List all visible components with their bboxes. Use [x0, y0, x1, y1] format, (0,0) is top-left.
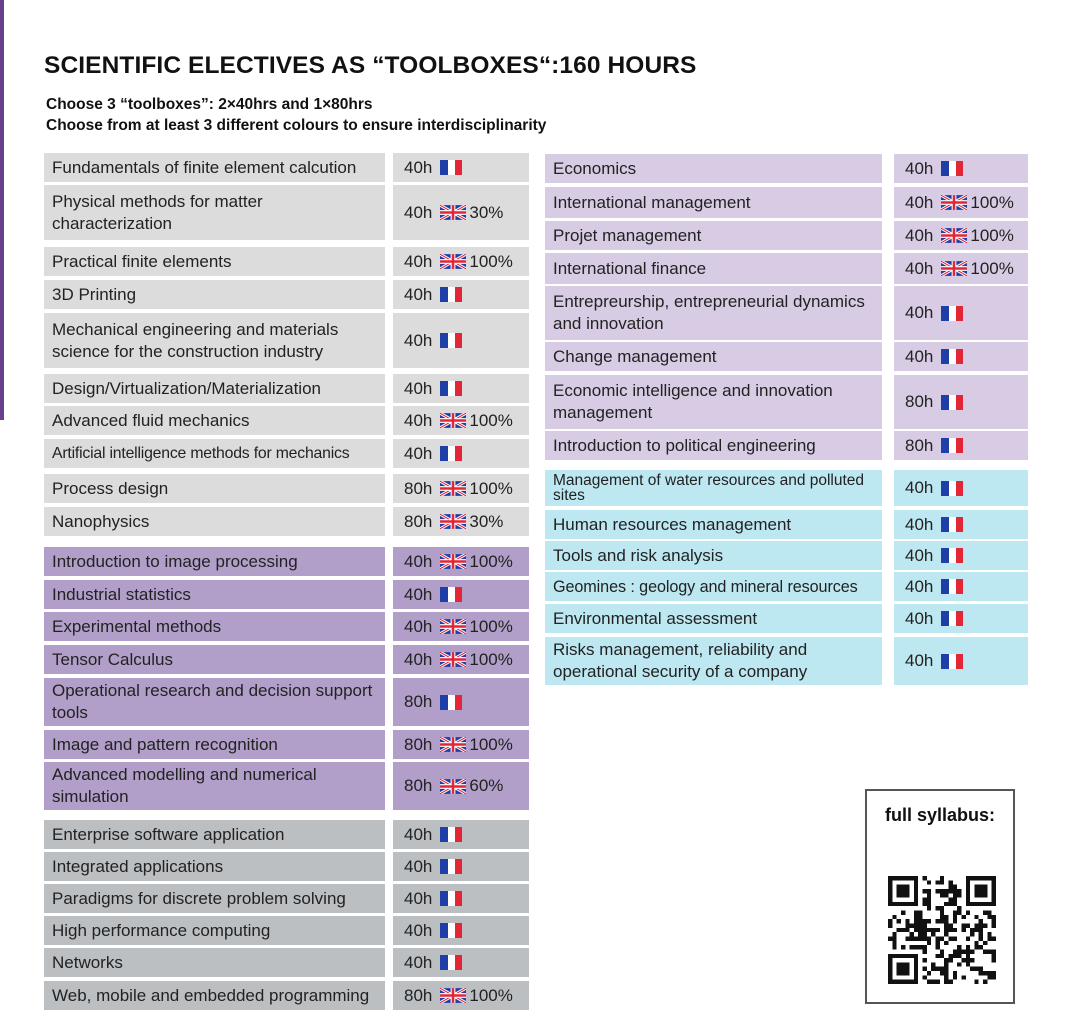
course-hours-cell	[894, 286, 1028, 340]
course-hours: 40h	[404, 584, 433, 604]
course-hours: 80h	[404, 985, 433, 1005]
french-flag-icon	[941, 611, 963, 626]
english-percentage: 100%	[469, 410, 513, 430]
course-name: Nanophysics	[44, 507, 385, 536]
course-hours: 80h	[905, 435, 934, 455]
course-name: Introduction to image processing	[44, 547, 385, 576]
course-hours: 40h	[905, 608, 934, 628]
french-flag-icon	[941, 306, 963, 321]
course-name: Networks	[44, 948, 385, 977]
course-hours: 40h	[404, 378, 433, 398]
english-percentage: 100%	[469, 478, 513, 498]
course-name: Change management	[545, 342, 882, 371]
course-hours: 80h	[905, 392, 934, 411]
course-name: Process design	[44, 474, 385, 503]
course-hours: 40h	[404, 824, 433, 844]
course-name: Operational research and decision support tools	[44, 678, 385, 726]
course-hours-cell	[894, 637, 1028, 685]
french-flag-icon	[440, 287, 462, 302]
course-hours-cell	[393, 948, 529, 977]
french-flag-icon	[941, 654, 963, 669]
course-hours-cell	[393, 374, 529, 403]
course-hours: 80h	[404, 734, 433, 754]
course-hours: 40h	[905, 258, 934, 278]
course-hours: 40h	[404, 649, 433, 669]
french-flag-icon	[440, 891, 462, 906]
english-percentage: 30%	[469, 202, 504, 222]
course-name: Introduction to political engineering	[545, 431, 882, 460]
french-flag-icon	[941, 161, 963, 176]
course-hours-cell	[894, 470, 1028, 506]
course-hours-cell	[393, 678, 529, 726]
course-hours-cell	[393, 852, 529, 881]
french-flag-icon	[941, 438, 963, 453]
course-hours: 80h	[404, 692, 433, 711]
course-name: Physical methods for matter characterization	[44, 185, 385, 240]
uk-flag-icon	[440, 988, 466, 1003]
course-hours: 80h	[404, 776, 433, 795]
course-name: Management of water resources and polluted sites	[545, 470, 882, 506]
uk-flag-icon	[440, 619, 466, 634]
uk-flag-icon	[440, 652, 466, 667]
course-hours: 40h	[905, 158, 934, 178]
french-flag-icon	[941, 548, 963, 563]
course-hours-cell	[393, 547, 529, 576]
course-hours: 40h	[404, 202, 433, 222]
course-hours-cell	[894, 375, 1028, 429]
course-hours: 40h	[905, 303, 934, 322]
french-flag-icon	[941, 579, 963, 594]
course-name: Risks management, reliability and operational security of a company	[545, 637, 882, 685]
course-hours-cell	[894, 342, 1028, 371]
french-flag-icon	[440, 587, 462, 602]
course-hours: 40h	[905, 651, 934, 670]
french-flag-icon	[440, 695, 462, 710]
course-hours: 80h	[404, 478, 433, 498]
course-hours: 40h	[905, 346, 934, 366]
course-hours: 40h	[905, 514, 934, 534]
uk-flag-icon	[440, 554, 466, 569]
course-hours-cell	[393, 645, 529, 674]
french-flag-icon	[440, 160, 462, 175]
course-hours-cell	[894, 187, 1028, 218]
french-flag-icon	[941, 395, 963, 410]
course-name: Tensor Calculus	[44, 645, 385, 674]
syllabus-qr-panel	[865, 789, 1015, 1004]
course-name: Industrial statistics	[44, 580, 385, 609]
english-percentage: 100%	[469, 649, 513, 669]
course-hours-cell	[894, 541, 1028, 570]
course-name: 3D Printing	[44, 280, 385, 309]
course-hours-cell	[393, 507, 529, 536]
english-percentage: 60%	[469, 776, 504, 795]
course-hours-cell	[393, 439, 529, 468]
course-hours-cell	[393, 981, 529, 1010]
course-name: Projet management	[545, 221, 882, 250]
course-name: International finance	[545, 253, 882, 284]
course-name: Paradigms for discrete problem solving	[44, 884, 385, 913]
french-flag-icon	[440, 859, 462, 874]
course-name: Environmental assessment	[545, 604, 882, 633]
french-flag-icon	[440, 955, 462, 970]
english-percentage: 100%	[970, 192, 1014, 212]
course-name: Artificial intelligence methods for mechanics	[44, 439, 385, 468]
course-hours-cell	[894, 253, 1028, 284]
course-hours-cell	[393, 313, 529, 368]
course-name: Entrepreurship, entrepreneurial dynamics and innovation	[545, 286, 882, 340]
course-name: Human resources management	[545, 510, 882, 539]
english-percentage: 100%	[469, 985, 513, 1005]
french-flag-icon	[440, 827, 462, 842]
course-hours-cell	[393, 406, 529, 435]
french-flag-icon	[941, 349, 963, 364]
subtitle-choose-toolboxes: Choose 3 “toolboxes”: 2×40hrs and 1×80hrs	[46, 96, 373, 113]
course-name: Design/Virtualization/Materialization	[44, 374, 385, 403]
qr-label: full syllabus:	[884, 805, 996, 825]
english-percentage: 100%	[469, 251, 513, 271]
uk-flag-icon	[440, 481, 466, 496]
course-hours-cell	[894, 431, 1028, 460]
course-name: Economics	[545, 154, 882, 183]
course-name: Economic intelligence and innovation management	[545, 375, 882, 429]
uk-flag-icon	[440, 779, 466, 794]
course-hours-cell	[393, 916, 529, 945]
course-hours: 40h	[404, 157, 433, 177]
french-flag-icon	[941, 481, 963, 496]
uk-flag-icon	[941, 228, 967, 243]
course-hours: 40h	[905, 225, 934, 245]
course-hours-cell	[393, 153, 529, 182]
course-hours: 40h	[404, 616, 433, 636]
page-title: SCIENTIFIC ELECTIVES AS “TOOLBOXES“:160 HOURS	[44, 52, 697, 79]
course-hours: 80h	[404, 511, 433, 531]
course-hours-cell	[894, 604, 1028, 633]
course-name: Mechanical engineering and materials science for the construction industry	[44, 313, 385, 368]
english-percentage: 30%	[469, 511, 504, 531]
english-percentage: 100%	[970, 225, 1014, 245]
course-name: Experimental methods	[44, 612, 385, 641]
course-hours: 40h	[404, 251, 433, 271]
french-flag-icon	[941, 517, 963, 532]
course-name: Fundamentals of finite element calcution	[44, 153, 385, 182]
course-hours: 40h	[404, 888, 433, 908]
french-flag-icon	[440, 381, 462, 396]
course-hours: 40h	[905, 478, 934, 497]
course-name: Integrated applications	[44, 852, 385, 881]
course-hours: 40h	[404, 551, 433, 571]
course-name: Advanced fluid mechanics	[44, 406, 385, 435]
course-hours-cell	[393, 474, 529, 503]
uk-flag-icon	[440, 254, 466, 269]
course-hours-cell	[393, 280, 529, 309]
course-hours: 40h	[404, 856, 433, 876]
course-hours-cell	[894, 510, 1028, 539]
uk-flag-icon	[941, 195, 967, 210]
course-name: High performance computing	[44, 916, 385, 945]
english-percentage: 100%	[469, 551, 513, 571]
course-hours-cell	[894, 221, 1028, 250]
course-hours-cell	[393, 247, 529, 276]
english-percentage: 100%	[469, 616, 513, 636]
subtitle-interdisciplinarity: Choose from at least 3 different colours to ensure interdisciplinarity	[46, 117, 547, 134]
course-hours: 40h	[404, 284, 433, 304]
course-hours: 40h	[404, 410, 433, 430]
english-percentage: 100%	[469, 734, 513, 754]
course-hours: 40h	[905, 192, 934, 212]
course-hours: 40h	[905, 545, 934, 565]
uk-flag-icon	[440, 514, 466, 529]
course-hours: 40h	[404, 920, 433, 940]
course-name: Image and pattern recognition	[44, 730, 385, 759]
qr-code-icon[interactable]	[888, 876, 996, 984]
french-flag-icon	[440, 333, 462, 348]
course-hours-cell	[393, 612, 529, 641]
course-name: Geomines : geology and mineral resources	[545, 572, 882, 601]
course-hours-cell	[393, 820, 529, 849]
course-name: Web, mobile and embedded programming	[44, 981, 385, 1010]
course-hours: 40h	[404, 330, 433, 350]
course-hours: 40h	[905, 576, 934, 596]
course-hours-cell	[393, 884, 529, 913]
course-name: Tools and risk analysis	[545, 541, 882, 570]
course-hours-cell	[393, 580, 529, 609]
uk-flag-icon	[941, 261, 967, 276]
uk-flag-icon	[440, 205, 466, 220]
course-name: International management	[545, 187, 882, 218]
uk-flag-icon	[440, 737, 466, 752]
uk-flag-icon	[440, 413, 466, 428]
course-hours-cell	[894, 154, 1028, 183]
course-hours: 40h	[404, 443, 433, 463]
french-flag-icon	[440, 446, 462, 461]
course-name: Advanced modelling and numerical simulation	[44, 762, 385, 810]
sidebar-accent-bar	[0, 0, 4, 420]
course-hours-cell	[894, 572, 1028, 601]
english-percentage: 100%	[970, 258, 1014, 278]
course-hours-cell	[393, 762, 529, 810]
course-name: Practical finite elements	[44, 247, 385, 276]
course-name: Enterprise software application	[44, 820, 385, 849]
course-hours: 40h	[404, 952, 433, 972]
course-hours-cell	[393, 185, 529, 240]
course-hours-cell	[393, 730, 529, 759]
french-flag-icon	[440, 923, 462, 938]
